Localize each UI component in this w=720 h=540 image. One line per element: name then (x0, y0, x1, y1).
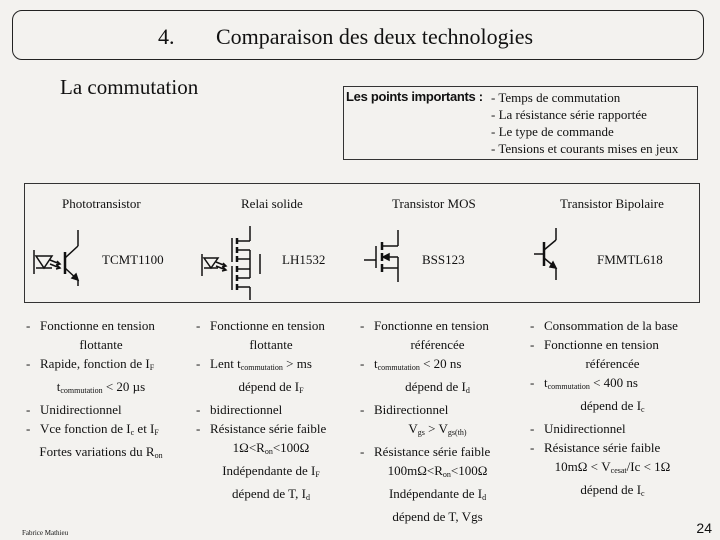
list-item-continuation: dépend de $I_c$ (580, 398, 645, 414)
list-item: - Fonctionne en tension (26, 318, 155, 333)
mos-transistor-symbol (362, 228, 412, 284)
desc-bipolaire (530, 316, 695, 503)
list-item-continuation: dépend de $I_F$ (238, 379, 304, 395)
desc-mos (360, 316, 515, 526)
list-item: - Fonctionne en tension (530, 337, 659, 352)
list-item: - bidirectionnel (196, 402, 283, 417)
slide-title: Comparaison des deux technologies (216, 24, 534, 49)
list-item: - Unidirectionnel (26, 402, 122, 417)
ref-relai: LH1532 (282, 252, 326, 267)
footer-author: Fabrice Mathieu (22, 529, 69, 537)
list-item-continuation: $t_{commutation} < 20$ µs (56, 379, 146, 395)
section-number: 4. (158, 24, 175, 49)
ref-bipolaire: FMMTL618 (597, 252, 663, 267)
desc-phototransistor (26, 316, 176, 465)
list-item-continuation: dépend de $I_c$ (580, 482, 645, 498)
list-item-continuation: $1\Omega<R_{on}<100\Omega$ (232, 440, 310, 456)
list-item: - $t_{commutation} < 20$ ns (360, 356, 462, 372)
page-number: 24 (696, 520, 712, 536)
header-phototransistor: Phototransistor (62, 196, 141, 211)
list-item: - Bidirectionnel (360, 402, 449, 417)
point-item: - Temps de commutation (491, 90, 621, 105)
ref-phototransistor: TCMT1100 (102, 252, 164, 267)
list-item-continuation: $100m\Omega<R_{on}<100\Omega$ (387, 463, 488, 479)
point-item: - La résistance série rapportée (491, 107, 647, 122)
list-item: - Résistance série faible (360, 444, 491, 459)
list-item-continuation: flottante (79, 337, 123, 352)
desc-relai (196, 316, 346, 507)
list-item-continuation: flottante (249, 337, 293, 352)
list-item-continuation: Indépendante de $I_d$ (388, 486, 487, 502)
list-item-continuation: Indépendante de $I_F$ (222, 463, 320, 479)
list-item-continuation: $10m\Omega < V_{cesat}/Ic < 1\Omega$ (554, 459, 671, 475)
list-item-continuation: $V_{gs} > V_{gs(th)}$ (408, 421, 467, 437)
important-points-box (343, 86, 698, 160)
list-item: - Vce fonction de $I_c$ et $I_F$ (26, 421, 159, 437)
list-item: - Fonctionne en tension (196, 318, 325, 333)
phototransistor-symbol (32, 226, 92, 288)
point-item: - Le type de commande (491, 124, 614, 139)
list-item-continuation: dépend de T, Vgs (392, 509, 483, 524)
list-item-continuation: dépend de $I_d$ (405, 379, 470, 395)
list-item-continuation: dépend de T, $I_d$ (232, 486, 310, 502)
relai-solide-symbol (200, 222, 280, 302)
list-item-continuation: référencée (585, 356, 640, 371)
ref-mos: BSS123 (422, 252, 465, 267)
list-item: - Résistance série faible (530, 440, 661, 455)
header-relai: Relai solide (241, 196, 303, 211)
list-item: - Rapide, fonction de $I_F$ (26, 356, 155, 372)
list-item: - Résistance série faible (196, 421, 327, 436)
list-item: - Lent $t_{commutation}$ > ms (196, 356, 312, 372)
point-item: - Tensions et courants mises en jeux (491, 141, 679, 156)
list-item: - Fonctionne en tension (360, 318, 489, 333)
important-points-list (491, 89, 678, 157)
header-bipolaire: Transistor Bipolaire (560, 196, 664, 211)
subtitle: La commutation (60, 75, 199, 99)
important-points-label: Les points importants : (346, 89, 483, 104)
list-item-continuation: Fortes variations du $R_{on}$ (39, 444, 163, 460)
list-item: - Unidirectionnel (530, 421, 626, 436)
list-item: - $t_{commutation} < 400$ ns (530, 375, 638, 391)
list-item: - Consommation de la base (530, 318, 678, 333)
bipolar-transistor-symbol (532, 226, 572, 282)
header-mos: Transistor MOS (392, 196, 476, 211)
list-item-continuation: référencée (410, 337, 465, 352)
